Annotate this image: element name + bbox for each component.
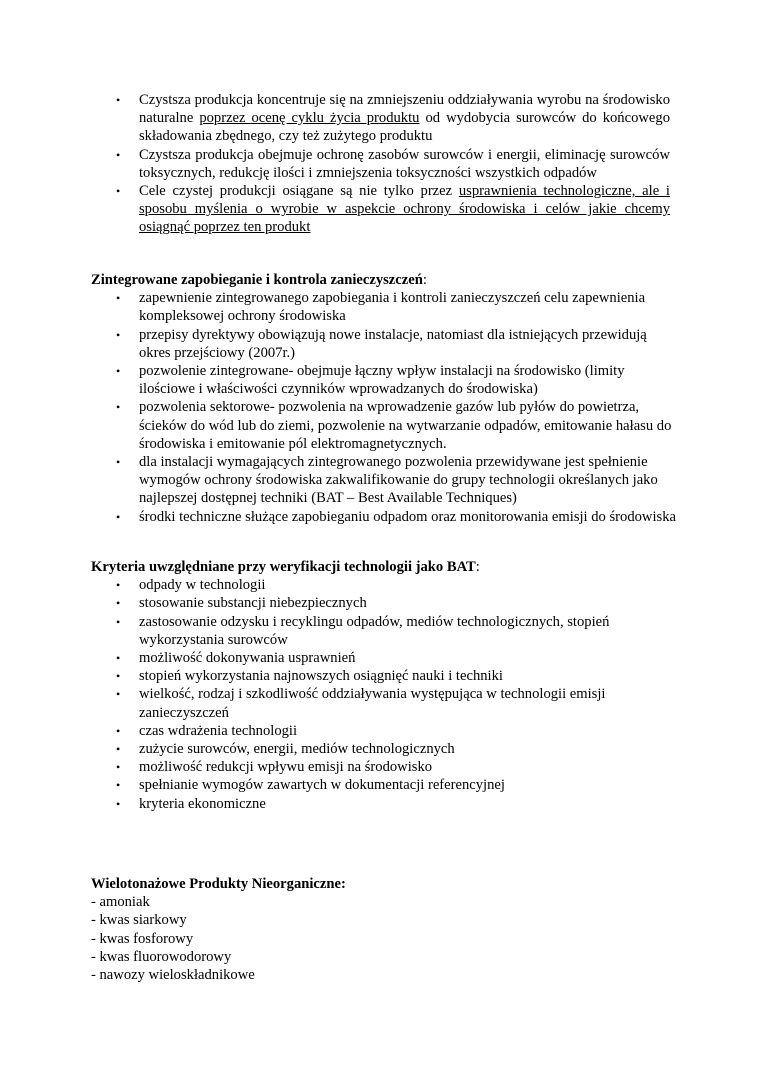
list-item [91,146,670,182]
bullet-icon: • [116,364,121,379]
list-item [91,613,681,649]
list-item [91,576,681,594]
item-text: spełnianie wymogów zawartych w dokumentacji referencyjnej [139,777,505,794]
list-item [91,722,681,740]
bullet-icon: • [116,669,121,684]
list-item [91,776,681,794]
item-text: środki techniczne służące zapobieganiu odpadom oraz monitorowania emisji do środowiska [139,508,676,525]
list-item [91,649,681,667]
bullet-icon: • [116,651,121,666]
inorganic-products-section [91,875,681,984]
item-text: pozwolenie zintegrowane- obejmuje łączny wpływ instalacji na środowisko (limity ilościowe i właściwości czynników wprowadzanych do środowiska) [139,363,625,398]
bullet-icon: • [116,184,121,199]
list-item [91,398,681,453]
item-text: odpady w technologii [139,577,266,594]
bullet-icon: • [116,509,121,524]
list-item: - kwas siarkowy [91,912,187,929]
bullet-icon: • [116,742,121,757]
bullet-icon: • [116,578,121,593]
item-text: przepisy dyrektywy obowiązują nowe instalacje, natomiast dla istniejących przewidują okres przejściowy (2007r.) [139,326,647,361]
item-text: zużycie surowców, energii, mediów technologicznych [139,741,455,758]
section-heading: Wielotonażowe Produkty Nieorganiczne: [91,876,346,892]
list-item [91,508,681,526]
item-text: stosowanie substancji niebezpiecznych [139,595,367,612]
bullet-icon: • [116,327,121,342]
item-text: dla instalacji wymagających zintegrowanego pozwolenia przewidywane jest spełnienie wymogów ochrony środowiska zakwalifikowanie do grupy technologii określanych jako najlepszej dostępnej techniki (BAT – Best Available Techniques) [139,454,658,507]
item-text: Czystsza produkcja koncentruje się na zmniejszeniu oddziaływania wyrobu na środowisko naturalne [139,92,670,127]
list-item [91,667,681,685]
bat-criteria-section [91,558,681,813]
bullet-icon: • [116,796,121,811]
bullet-icon: • [116,723,121,738]
list-item: - nawozy wieloskładnikowe [91,967,255,984]
bullet-icon: • [116,687,121,702]
bullet-icon: • [116,400,121,415]
item-text: zastosowanie odzysku i recyklingu odpadów, mediów technologicznych, stopień wykorzystania surowców [139,613,610,648]
item-text: stopień wykorzystania najnowszych osiągnięć nauki i techniki [139,668,503,685]
bullet-icon: • [116,760,121,775]
list-item [91,91,670,146]
item-text: od wydobycia surowców do końcowego składowania zbędnego, czy też zużytego produktu [139,110,670,145]
bullet-icon: • [116,778,121,793]
list-item [91,326,681,362]
cleaner-production-list [91,91,670,237]
bullet-icon: • [116,291,121,306]
list-item [91,362,681,398]
item-text: Cele czystej produkcji osiągane są nie tylko przez [139,183,459,200]
bullet-icon: • [116,596,121,611]
item-text: Czystsza produkcja obejmuje ochronę zasobów surowców i energii, eliminację surowców toksycznych, redukcję ilości i zmniejszenia toksyczności wszystkich odpadów [139,146,670,181]
list-item [91,795,681,813]
list-item [91,453,681,508]
item-text: wielkość, rodzaj i szkodliwość oddziaływania występująca w technologii emisji zanieczyszczeń [139,686,606,721]
bat-criteria-list [91,576,681,813]
item-text: możliwość redukcji wpływu emisji na środowisko [139,759,433,776]
list-item [91,182,670,237]
list-item: - kwas fosforowy [91,930,194,947]
list-item: - amoniak [91,894,150,911]
item-text-underlined: usprawnienia technologiczne, ale i sposobu myślenia o wyrobie w aspekcie ochrony środowiska i celów jakie chcemy osiągnąć poprzez ten produkt [139,183,670,236]
item-text: zapewnienie zintegrowanego zapobiegania i kontroli zanieczyszczeń celu zapewnienia kompleksowej ochrony środowiska [139,290,646,325]
list-item: - kwas fluorowodorowy [91,948,232,965]
bullet-icon: • [116,147,121,162]
section-heading: Kryteria uwzględniane przy weryfikacji technologii jako BAT: [91,559,480,575]
ippc-section [91,271,681,526]
list-item [91,289,681,325]
bullet-icon: • [116,614,121,629]
bullet-icon: • [116,93,121,107]
ippc-list [91,289,681,526]
item-text-underlined: poprzez ocenę cyklu życia produktu [199,110,420,127]
section-heading: Zintegrowane zapobieganie i kontrola zanieczyszczeń: [91,272,427,288]
bullet-icon: • [116,455,121,470]
list-item [91,758,681,776]
list-item [91,594,681,612]
item-text: możliwość dokonywania usprawnień [139,650,356,667]
inorganic-products-list [91,893,681,984]
item-text: kryteria ekonomiczne [139,795,266,812]
item-text: pozwolenia sektorowe- pozwolenia na wprowadzenie gazów lub pyłów do powietrza, ścieków do wód lub do ziemi, pozwolenie na wytwarzanie odpadów, emitowanie hałasu do środowiska i emitowanie pól elektromagnetycznych. [139,399,672,452]
list-item [91,685,681,721]
item-text: czas wdrażenia technologii [139,722,298,739]
list-item [91,740,681,758]
